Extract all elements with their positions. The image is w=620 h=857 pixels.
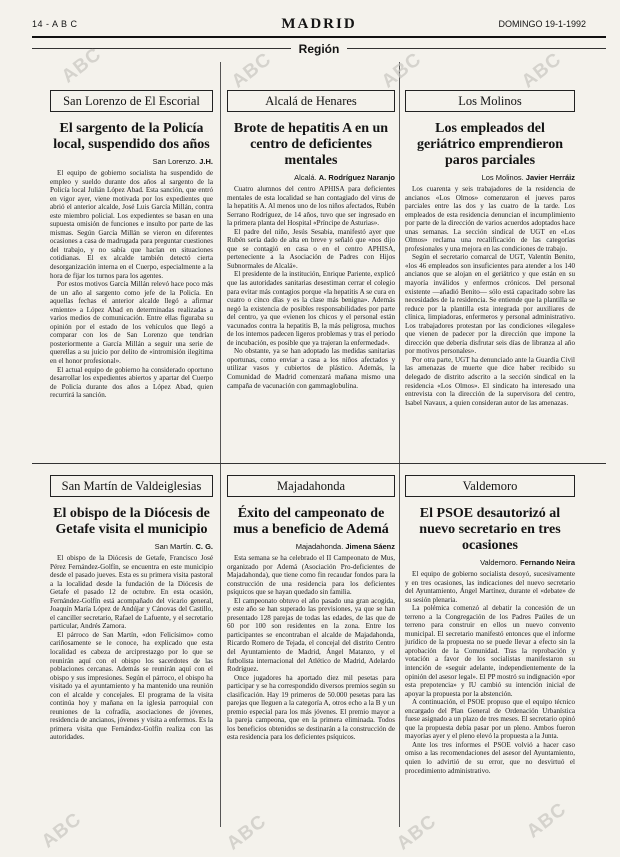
abc-watermark: ABC — [227, 48, 276, 93]
byline-author: Javier Herráiz — [525, 173, 575, 182]
article-paragraph: A continuación, el PSOE propuso que el equipo técnico encargado del Plan General de Ordenación Urbanística fuese asignado a un plazo de tres meses. El secretario opinó que la propuesta debía pasar por un pleno. Ambos fueron mayorías ayer y el pleno elevó la propuesta a la Junta. — [405, 698, 575, 741]
article-paragraph: El obispo de la Diócesis de Getafe, Francisco José Pérez Fernández-Golfín, se encuentra en este municipio desde el pasado jueves. Esta es su primera visita pastoral a la localidad desde la fundación de la Diócesis de Getafe el pasado 12 de octubre. En esta ocasión, Fernández-Golfín está acompañado del vicario general, Joaquín María López de Andújar y Cánovas del Castillo, el canciller secretario, Rafael de Lafuente, y el secretario particular, Andrés Zamora. — [50, 554, 213, 631]
header-rule — [32, 36, 606, 38]
article-san-lorenzo — [50, 90, 213, 400]
article-byline — [227, 173, 395, 182]
article-headline: El PSOE desautorizó al nuevo secretario en tres ocasiones — [419, 506, 561, 553]
article-valdemoro — [405, 475, 575, 775]
article-headline: Éxito del campeonato de mus a beneficio de Ademá — [233, 506, 389, 537]
byline-place: San Lorenzo. — [152, 157, 198, 166]
abc-watermark: ABC — [392, 810, 441, 855]
abc-watermark: ABC — [37, 808, 86, 853]
byline-author: Fernando Neira — [519, 558, 575, 567]
page-ref: 14 - A B C — [32, 19, 78, 29]
article-los-molinos — [405, 90, 575, 407]
article-headline: El obispo de la Diócesis de Getafe visita el municipio — [53, 506, 210, 537]
byline-place: Majadahonda. — [295, 542, 344, 551]
article-location: San Martín de Valdeiglesias — [50, 475, 213, 497]
article-paragraph: La polémica comenzó al debatir la concesión de un terreno a la Congregación de los Padres Paúles de un terreno para construir en ellos un nuevo convento municipal. El secretario manifestó entonces que el informe jurídico de la propuesta no se puede llevar a efecto sin la aprobación de la Comunidad. Tras la reprobación y votación a favor de los socialistas manifestaron su intención de «seguir adelante, independientemente de la opinión del asesor legal». El PP mostró su indignación «por esta prepotencia» y IU cambió su intención inicial de apoyar la propuesta por la abstención. — [405, 604, 575, 698]
abc-watermark: ABC — [222, 810, 271, 855]
article-paragraph: El equipo de gobierno socialista ha suspendido de empleo y sueldo durante dos años al sargento de la Policía local Julián López Abad. Esta sanción, que entró en vigor ayer, viene motivada por los expedientes que abrió el anterior alcalde, José Luis García Millán, contra este miembro policial. Los expedientes se basan en una supuesta omisión de funciones e insulto por parte de las mismas. Según García Millán se vieron en diferentes ocasiones a casa de madrugada para preguntar cuestiones del trabajo, y no sabía que hacían en situaciones cotidianas. El ex alcalde también detectó cierta desorganización interna en el Cuerpo, especialmente a la hora de fijar los turnos para los agentes. — [50, 169, 213, 280]
article-byline — [405, 173, 575, 182]
article-majadahonda — [227, 475, 395, 742]
article-paragraph: Cuatro alumnos del centro APHISA para deficientes mentales de esta localidad se han contagiado del virus de la hepatitis A. Al menos uno de los niños afectados, Rubén Serrano Rodríguez, de 14 años, tuvo que ser ingresado en la primera planta del Hospital «Príncipe de Asturias». — [227, 185, 395, 228]
article-san-martin — [50, 475, 213, 742]
column-divider — [399, 62, 400, 827]
article-headline: El sargento de la Policía local, suspendido dos años — [53, 121, 210, 152]
article-paragraph: El campeonato obtuvo el año pasado una gran acogida, y este año se han superado las previsiones, ya que se han presentado 128 parejas de todas las edades, de las que de 60 por 100 son residentes en la zona. Entre los participantes se encontraban el alcalde de Majadahonda, Ricardo Romero de Tejada, el concejal del distrito Centro del Ayuntamiento de Madrid, Ángel Matanzo, y el futbolista internacional del Atlético de Madrid, Adelardo Rodríguez. — [227, 596, 395, 674]
article-paragraph: Once jugadores ha aportado diez mil pesetas para participar y se ha correspondido diversos premios según su clasificación. Hay 19 primeros de 50.000 pesetas para las parejas que lleguen a la categoría A, otros echo a la B y un premio especial para los más jóvenes. El premio mayor a la pareja campeona, que en la primera eliminada. Todos los beneficios obtenidos se destinarán a la construcción de esta residencia para los deficientes psíquicos. — [227, 673, 395, 742]
byline-author: J.H. — [199, 157, 213, 166]
byline-place: Valdemoro. — [480, 558, 518, 567]
article-paragraph: El padre del niño, Jesús Sesabia, manifestó ayer que Rubén sería dado de alta en breve y señaló que «nos dijo que se contagió en casa o en el centro APHISA, perteneciente a la Asociación de Padres con Hijos Subnormales de Alcalá». — [227, 227, 395, 270]
article-location: Majadahonda — [227, 475, 395, 497]
abc-watermark: ABC — [522, 798, 571, 843]
byline-place: Los Molinos. — [481, 173, 524, 182]
article-headline: Los empleados del geriátrico emprendieron paros parciales — [416, 121, 564, 168]
article-paragraph: Los cuarenta y seis trabajadores de la residencia de ancianos «Los Olmos» comenzaron el jueves paros parciales entre las dos y las cuatro de la tarde. Los empleados de esta residencia denuncian el incumplimiento por parte de la dirección de varios acuerdos adoptados hace unas semanas. La sección sindical de UGT en «Los Olmos» reclama una recalificación de las categorías profesionales y una mejora en las condiciones de trabajo. — [405, 185, 575, 253]
article-paragraph: Ante los tres informes el PSOE volvió a hacer caso omiso a las recomendaciones del asesor del Ayuntamiento, quien lo advirtió de su error, que no desvirtuó el procedimiento administrativo. — [405, 740, 575, 775]
article-paragraph: Por otra parte, UGT ha denunciado ante la Guardia Civil las amenazas de muerte que dice haber recibido su delegado de distrito adscrito a la sección sindical en la residencia «Los Olmos». El sindicato ha interesado una entrevista con la dirección de la supervisora del centro, Isabel Navaux, a quien consideran autor de las amenazas. — [405, 355, 575, 407]
article-byline — [50, 157, 213, 166]
article-alcala — [227, 90, 395, 390]
byline-author: A. Rodríguez Naranjo — [318, 173, 395, 182]
article-paragraph: El párroco de San Martín, «don Felicísimo» como cariñosamente se le conoce, ha explicado que esta localidad es cabeza de arciprestazgo por lo que se reunirán aquí con el obispo los sacerdotes de las poblaciones cercanas. Además se reunirán aquí con el obispo y sus impresiones. Según el párroco, el obispo ha visitado ya el ayuntamiento y ha mantenido una reunión con el alcalde y concejales. El programa de la visita continúa hoy y mañana en la iglesia parroquial con reuniones de la cofradía, asociaciones de jóvenes, residencia de ancianos, jóvenes y visita a enfermos. Es la primera visita que Fernández-Golfín realiza con las autoridades. — [50, 630, 213, 742]
abc-watermark: ABC — [57, 43, 106, 88]
article-byline — [50, 542, 213, 551]
article-byline — [405, 558, 575, 567]
article-location: Valdemoro — [405, 475, 575, 497]
article-paragraph: Según el secretario comarcal de UGT, Valentín Benito, «los 46 empleados son insuficientes para atender a los 140 ancianos que se alojan en el geriátrico y que están en su mayoría inválidos y enfermos crónicos. Del personal existente —añadió Benito— sólo está capacitado sobre las necesidades de la residencia. Se entiende que la plantilla se reduce por la plantilla esta integrada por auxiliares de clínica, limpiadoras, enfermeros y personal administrativo. Los trabajadores protestan por las condiciones «ilegales» que vienen de padecer por la dirección que impone la dirección que debería disfrutar seis días de libranza al año por motivos personales». — [405, 253, 575, 356]
article-byline — [227, 542, 395, 551]
byline-author: C. G. — [195, 542, 213, 551]
article-paragraph: El actual equipo de gobierno ha considerado oportuno desarrollar los expedientes abiertos y apartar del Cuerpo de Policía durante dos años a López Abad, quien recurrirá la sanción. — [50, 365, 213, 400]
abc-watermark: ABC — [377, 48, 426, 93]
row-divider — [32, 463, 606, 464]
article-paragraph: No obstante, ya se han adoptado las medidas sanitarias oportunas, como enviar a casa a los niños afectados y utilizar vasos y cubiertos de plástico. Además, la Comunidad de Madrid comenzará mañana mismo una campaña de vacunación con gammaglobulina. — [227, 347, 395, 390]
section-label: Región — [291, 42, 348, 56]
column-divider — [220, 62, 221, 827]
article-paragraph: El equipo de gobierno socialista desoyó, sucesivamente y en tres ocasiones, las indicaciones del nuevo secretario del Ayuntamiento, Ángel Martínez, durante el «debate» de su sesión plenaria. — [405, 570, 575, 604]
issue-date: DOMINGO 19-1-1992 — [498, 19, 586, 29]
section-bar — [32, 40, 606, 56]
byline-place: Alcalá. — [294, 173, 317, 182]
byline-author: Jimena Sáenz — [345, 542, 395, 551]
page-title: MADRID — [281, 16, 357, 32]
article-headline: Brote de hepatitis A en un centro de deficientes mentales — [233, 121, 389, 168]
article-location: Los Molinos — [405, 90, 575, 112]
article-paragraph: Por estos motivos García Millán relevó hace poco más de un año al sargento como jefe de la Policía. En aquellas fechas el anterior alcalde llegó a afirmar «miente» a López Abad en determinadas realizadas a varios medios de comunicación. Entre ellas figuraba su opinión por el estado de los vehículos que llegó a comparar con los de San Lorenzo que tendrían posteriormente a García Millán a seguir una serie de querellas a su juicio por delito de «intromisión ilegítima en el honor profesional». — [50, 280, 213, 366]
article-paragraph: El presidente de la institución, Enrique Pariente, explicó que las autoridades sanitarias desestiman cerrar el colegio para evitar más contagios porque «la hepatitis A se cura en cuatro o cinco días y es la clase más benigna». Además negó la existencia de posibles responsabilidades por parte del centro, ya que «vienen los chicos y el personal están vacunados contra la hepatitis B, la más peligrosa, muchos de los internos padecen ligeros problemas y tras el periodo de incubación, es posible que ya trajeran la enfermedad». — [227, 270, 395, 347]
abc-watermark: ABC — [517, 48, 566, 93]
page-header — [32, 16, 606, 32]
article-location: San Lorenzo de El Escorial — [50, 90, 213, 112]
byline-place: San Martín. — [154, 542, 194, 551]
article-paragraph: Esta semana se ha celebrado el II Campeonato de Mus, organizado por Ademá (Asociación Pro-deficientes de Majadahonda), que tiene como fin recaudar fondos para la construcción de una residencia para los deficientes psíquicos que se hayan quedado sin familia. — [227, 554, 395, 597]
article-location: Alcalá de Henares — [227, 90, 395, 112]
